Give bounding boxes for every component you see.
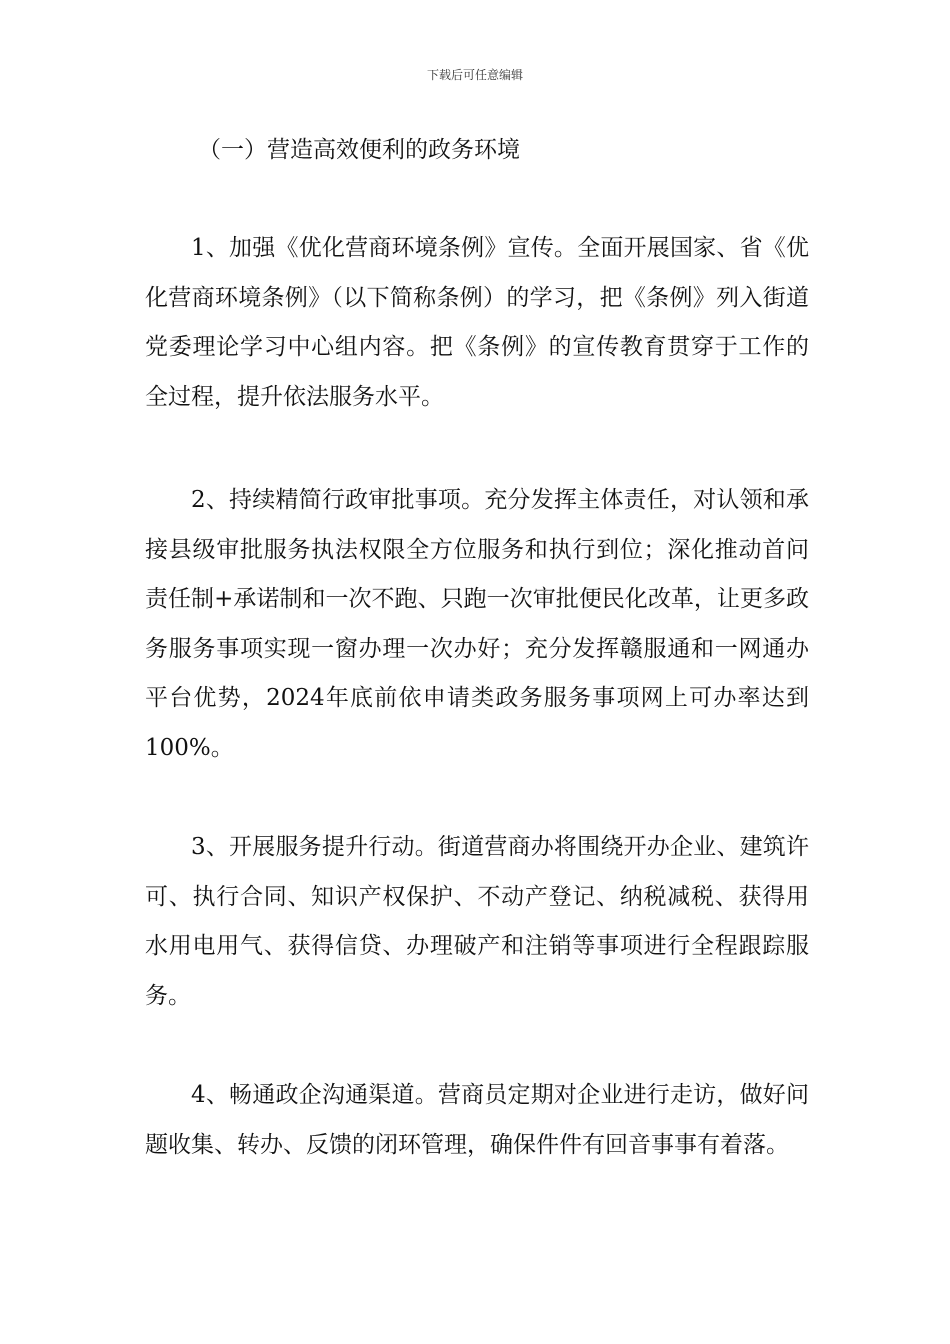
paragraph-3: 3、开展服务提升行动。街道营商办将围绕开办企业、建筑许可、执行合同、知识产权保护、不动产登记、纳税减税、获得用水用电用气、获得信贷、办理破产和注销等事项进行全程跟踪服务。	[145, 834, 809, 1009]
section-heading: （一）营造高效便利的政务环境	[198, 137, 520, 163]
header-note: 下载后可任意编辑	[426, 68, 523, 82]
paragraph-1: 1、加强《优化营商环境条例》宣传。全面开展国家、省《优化营商环境条例》（以下简称条例）的学习，把《条例》列入街道党委理论学习中心组内容。把《条例》的宣传教育贯穿于工作的全过程，提升依法服务水平。	[145, 235, 809, 410]
paragraph-2: 2、持续精简行政审批事项。充分发挥主体责任，对认领和承接县级审批服务执法权限全方位服务和执行到位；深化推动首问责任制+承诺制和一次不跑、只跑一次审批便民化改革，让更多政务服务事项实现一窗办理一次办好；充分发挥赣服通和一网通办平台优势，2024年底前依申请类政务服务事项网上可办率达到100%。	[145, 487, 809, 761]
paragraph-4: 4、畅通政企沟通渠道。营商员定期对企业进行走访，做好问题收集、转办、反馈的闭环管理，确保件件有回音事事有着落。	[145, 1082, 809, 1158]
